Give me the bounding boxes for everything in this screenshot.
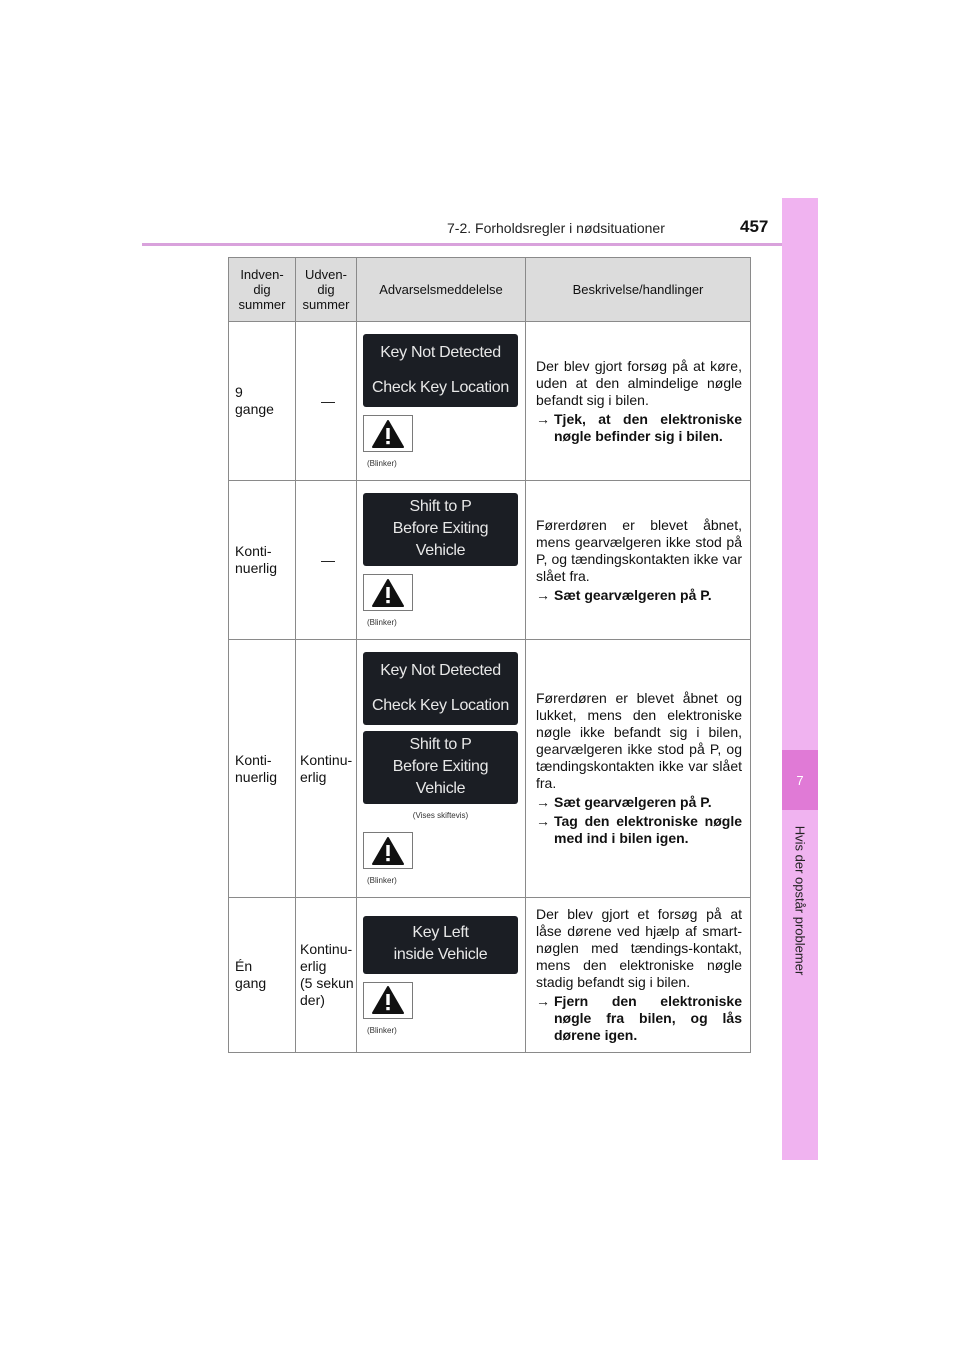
warning-triangle-icon — [371, 985, 405, 1015]
warning-message-cell — [357, 481, 526, 640]
blinking-caption: (Blinker) — [367, 459, 397, 468]
table-row — [229, 898, 751, 1053]
action-text: Tjek, at den elektroniske nøgle befinder sig i bilen. — [554, 410, 742, 444]
section-title: 7-2. Forholdsregler i nødsituationer — [447, 220, 665, 236]
indoor-buzzer-cell — [229, 481, 296, 640]
display-message-line: Check Key Location — [372, 697, 509, 714]
description-cell — [526, 322, 751, 481]
description-cell — [526, 898, 751, 1053]
description-text: Der blev gjort forsøg på at køre, uden at den almindelige nøgle befandt sig i bilen. — [536, 357, 742, 408]
warning-message-cell — [357, 640, 526, 898]
display-message-line: Check Key Location — [372, 379, 509, 396]
warning-indicator — [363, 982, 413, 1019]
display-message-screen — [363, 731, 518, 804]
action-text: Fjern den elektroniske nøgle fra bilen, og lås dørene igen. — [554, 993, 742, 1043]
display-message-line: Before Exiting — [392, 520, 489, 537]
arrow-right-icon: → — [536, 410, 550, 427]
header-divider — [142, 243, 818, 246]
display-message-line: Shift to P — [409, 736, 472, 753]
blinking-caption: (Blinker) — [367, 1025, 397, 1035]
description-text: Førerdøren er blevet åbnet og lukket, mens den elektroniske nøgle ikke befandt sig i bilen, gearvælgeren ikke stod på P, og tændingskontakten ikke var slået fra. — [536, 690, 742, 791]
display-message-line: Vehicle — [415, 780, 466, 797]
warning-triangle-icon — [371, 419, 405, 449]
alternating-caption: (Vises skiftevis) — [412, 811, 469, 820]
header-indoor-buzzer: Indven- dig summer — [229, 258, 296, 322]
blinking-caption: (Blinker) — [367, 618, 397, 627]
header-warning-message: Advarselsmeddelelse — [357, 258, 526, 322]
action-item — [536, 993, 742, 1044]
display-message-line: Key Left — [412, 923, 469, 941]
table-row — [229, 481, 751, 640]
indoor-buzzer-value: Konti- nuerlig — [235, 543, 278, 576]
display-message-screen — [363, 334, 518, 407]
outdoor-buzzer-cell — [296, 898, 357, 1053]
display-message-line: Before Exiting — [392, 758, 489, 775]
display-message-screen — [363, 652, 518, 725]
outdoor-buzzer-value: Kontinu- erlig — [300, 751, 353, 785]
table-row — [229, 640, 751, 898]
display-message-line: Vehicle — [415, 542, 466, 559]
indoor-buzzer-cell — [229, 640, 296, 898]
display-message-line: Key Not Detected — [380, 662, 501, 679]
page-number: 457 — [740, 217, 769, 236]
table-body — [229, 322, 751, 1053]
description-cell — [526, 481, 751, 640]
chapter-side-tab — [782, 198, 818, 1160]
action-item — [536, 794, 742, 811]
outdoor-buzzer-value: — — [321, 551, 335, 568]
warning-message-cell — [357, 322, 526, 481]
action-item — [536, 813, 742, 847]
indoor-buzzer-value: Én gang — [235, 958, 267, 991]
warning-indicator — [363, 574, 413, 611]
warning-triangle-icon — [371, 578, 405, 608]
indoor-buzzer-value: 9 gange — [235, 384, 274, 417]
description-cell — [526, 640, 751, 898]
table-row — [229, 322, 751, 481]
action-item — [536, 587, 742, 604]
outdoor-buzzer-cell — [296, 322, 357, 481]
arrow-right-icon: → — [536, 586, 550, 603]
display-message-screen — [363, 493, 518, 566]
arrow-right-icon: → — [536, 794, 550, 810]
warning-indicator — [363, 415, 413, 452]
warning-indicator — [363, 832, 413, 869]
header-description: Beskrivelse/handlinger — [526, 258, 751, 322]
blinking-caption: (Blinker) — [367, 876, 397, 885]
action-text: Tag den elektroniske nøgle med ind i bilen igen. — [554, 813, 742, 846]
warning-triangle-icon — [371, 836, 405, 866]
action-item — [536, 411, 742, 445]
display-message-line: inside Vehicle — [393, 945, 488, 963]
chapter-label-text: Hvis der opstår problemer — [792, 825, 808, 975]
chapter-number: 7 — [782, 750, 818, 810]
indoor-buzzer-cell — [229, 898, 296, 1053]
header-outdoor-buzzer: Udven- dig summer — [296, 258, 357, 322]
indoor-buzzer-value: Konti- nuerlig — [235, 751, 278, 785]
display-message-line: Shift to P — [409, 498, 472, 515]
outdoor-buzzer-cell — [296, 640, 357, 898]
chapter-label — [782, 810, 818, 990]
action-text: Sæt gearvælgeren på P. — [554, 586, 712, 603]
table-header-row — [229, 258, 751, 322]
indoor-buzzer-cell — [229, 322, 296, 481]
display-message-screen — [363, 916, 518, 974]
warning-message-cell — [357, 898, 526, 1053]
description-text: Der blev gjort et forsøg på at låse dørene ved hjælp af smart-nøglen med tændings-kontakt, mens den elektroniske nøgle stadig befandt sig i bilen. — [536, 906, 742, 990]
display-message-line: Key Not Detected — [380, 344, 501, 361]
outdoor-buzzer-value: Kontinu- erlig (5 sekun der) — [300, 941, 354, 1008]
description-text: Førerdøren er blevet åbnet, mens gearvælgeren ikke stod på P, og tændingskontakten ikke var slået fra. — [536, 516, 742, 584]
arrow-right-icon: → — [536, 813, 550, 829]
outdoor-buzzer-cell — [296, 481, 357, 640]
warning-message-table — [228, 257, 751, 1053]
action-text: Sæt gearvælgeren på P. — [554, 794, 712, 810]
arrow-right-icon: → — [536, 993, 550, 1009]
outdoor-buzzer-value: — — [321, 392, 335, 409]
